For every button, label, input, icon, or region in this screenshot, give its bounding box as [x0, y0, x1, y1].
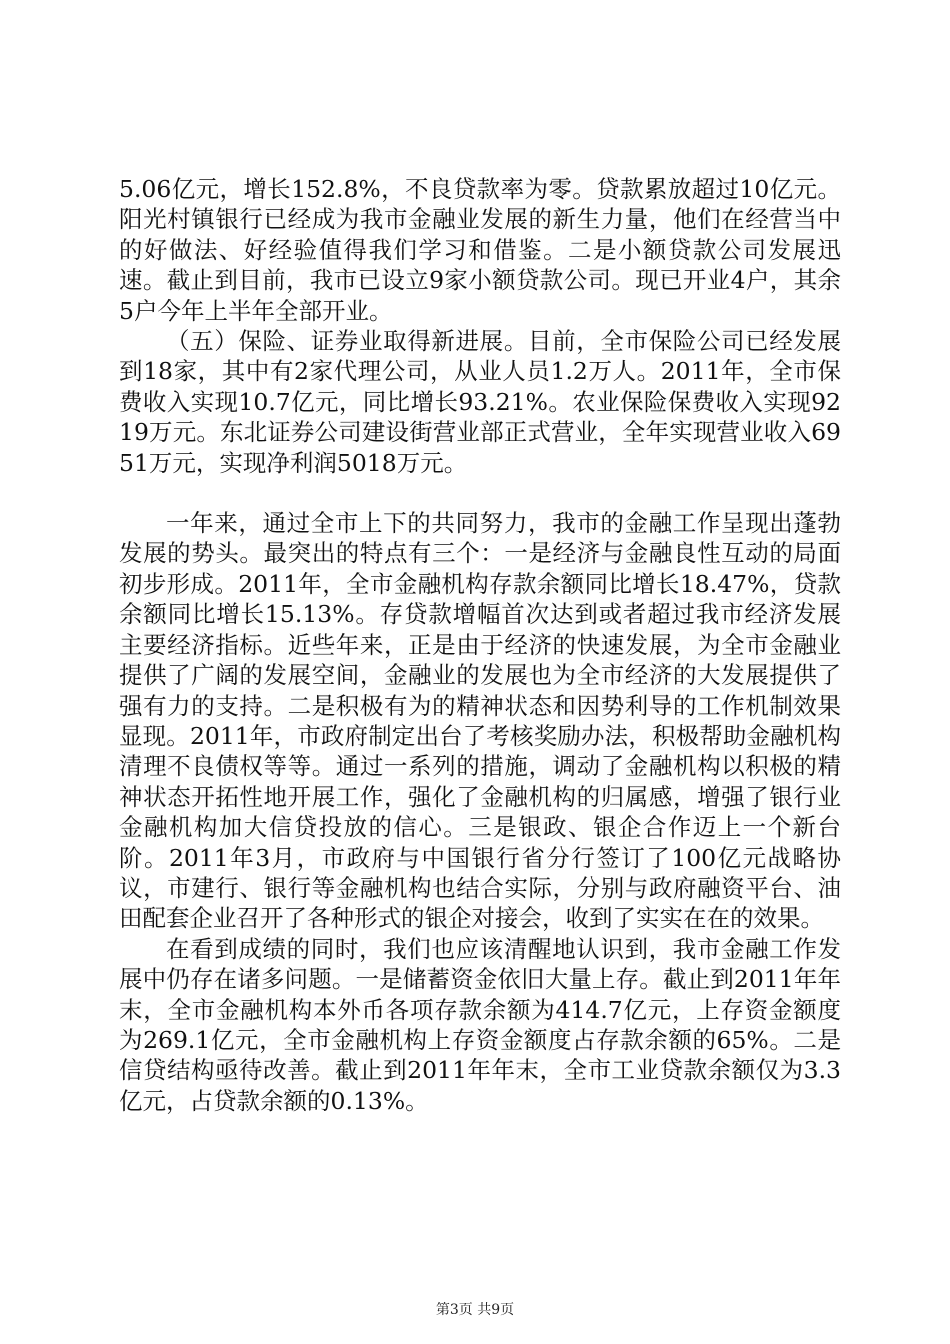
paragraph-year-summary: 一年来，通过全市上下的共同努力，我市的金融工作呈现出蓬勃发展的势头。最突出的特点有三个：一是经济与金融良性互动的局面初步形成。2011年，全市金融机构存款余额同比增长18.47%，贷款余额同比增长15.13%。存贷款增幅首次达到或者超过我市经济发展主要经济指标。近些年来，正是由于经济的快速发展，为全市金融业提供了广阔的发展空间，金融业的发展也为全市经济的大发展提供了强有力的支持。二是积极有为的精神状态和因势利导的工作机制效果显现。2011年，市政府制定出台了考核奖励办法，积极帮助金融机构清理不良债权等等。通过一系列的措施，调动了金融机构以积极的精神状态开拓性地开展工作，强化了金融机构的归属感，增强了银行业金融机构加大信贷投放的信心。三是银政、银企合作迈上一个新台阶。2011年3月，市政府与中国银行省分行签订了100亿元战略协议，市建行、银行等金融机构也结合实际，分别与政府融资平台、油田配套企业召开了各种形式的银企对接会，收到了实实在在的效果。 — [119, 509, 841, 933]
page-footer: 第3页 共9页 — [435, 1302, 515, 1318]
paragraph-problems: 在看到成绩的同时，我们也应该清醒地认识到，我市金融工作发展中仍存在诸多问题。一是储蓄资金依旧大量上存。截止到2011年年末，全市金融机构本外币各项存款余额为414.7亿元，上存资金额度为269.1亿元，全市金融机构上存资金额度占存款余额的65%。二是信贷结构亟待改善。截止到2011年年末，全市工业贷款余额仅为3.3亿元，占贷款余额的0.13%。 — [119, 934, 841, 1115]
paragraph-insurance-securities: （五）保险、证券业取得新进展。目前，全市保险公司已经发展到18家，其中有2家代理公司，从业人员1.2万人。2011年，全市保费收入实现10.7亿元，同比增长93.21%。农业保险保费收入实现9219万元。东北证券公司建设街营业部正式营业，全年实现营业收入6951万元，实现净利润5018万元。 — [119, 327, 841, 477]
document-body — [119, 174, 841, 1116]
paragraph-continuation: 5.06亿元，增长152.8%，不良贷款率为零。贷款累放超过10亿元。阳光村镇银行已经成为我市金融业发展的新生力量，他们在经营当中的好做法、好经验值得我们学习和借鉴。二是小额贷款公司发展迅速。截止到目前，我市已设立9家小额贷款公司。现已开业4户，其余5户今年上半年全部开业。 — [119, 175, 841, 325]
